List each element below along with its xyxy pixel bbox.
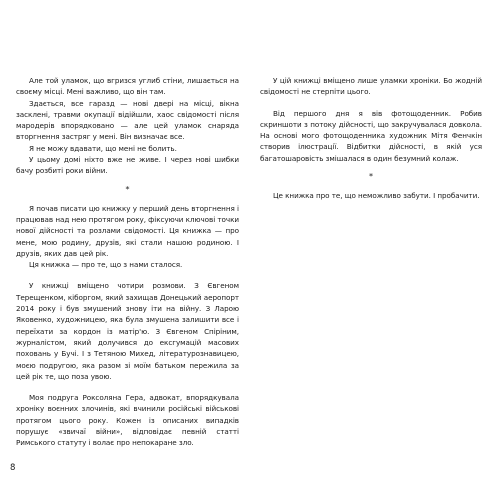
paragraph: Ця книжка — про те, що з нами сталося.	[29, 260, 183, 270]
page-number: 8	[10, 463, 16, 473]
section-separator: *	[125, 184, 130, 194]
left-block-1	[16, 75, 239, 177]
left-page	[16, 75, 239, 449]
left-block-2	[16, 203, 239, 271]
right-block-1	[260, 75, 482, 98]
right-page	[260, 75, 482, 201]
paragraph: Але той уламок, що вгризся углиб стіни, лишається на своєму місці. Мені важливо, що він там.	[16, 76, 239, 97]
right-block-2	[260, 108, 482, 164]
paragraph: Це книжка про те, що неможливо забути. І пробачити.	[273, 191, 480, 201]
section-separator: *	[369, 172, 373, 182]
paragraph: Від першого дня я вів фотощоденник. Робив скриншоти з потоку дійсності, що закручувалася довкола. На основі мого фотощоденника художник Мітя Фенчкін створив ілюстрації. Відбитки дійсності, в якій уся багатошаровість змішалася в один безумний колаж.	[260, 108, 482, 163]
paragraph: Здається, все гаразд — нові двері на місці, вікна засклені, травми окупації відійшли, хаос свідомості після мародерів впорядковано — але цей уламок снаряда вторгнення застряг у мені. Він визначає все.	[16, 98, 239, 142]
paragraph: Я почав писати цю книжку у перший день вторгнення і працював над нею протягом року, фіксуючи ключові точки нової дійсності та розлами свідомості. Ця книжка — про мене, мою родину, друзів, які стали нашою родиною. І друзів, яких дав цей рік.	[16, 203, 239, 258]
left-block-4	[16, 392, 239, 448]
left-block-3	[16, 280, 239, 382]
paragraph: У книжці вміщено чотири розмови. З Євгеном Терещенком, кіборгом, який захищав Донецький аеропорт 2014 року і був змушений знову іти на війну. З Ларою Яковенко, художницею, яка була змушена залишити все і переїхати за кордон із матір'ю. З Євгеном Спіріним, журналістом, який долучився до ексгумацій масових поховань у Бучі. І з Тетяною Миxед, літературознавицею, моєю подругою, яка разом зі моїм батьком пережила за цей рік те, що поза увою.	[16, 281, 239, 381]
paragraph: У цій книжці вміщено лише уламки хроніки. Бо жодній свідомості не стерпіти цього.	[260, 76, 482, 97]
paragraph: У цьому домі ніхто вже не живе. І через нові шибки бачу розбиті роки війни.	[16, 155, 239, 176]
right-block-3	[260, 190, 482, 201]
paragraph: Моя подруга Роксоляна Гера, адвокат, впорядкувала хроніку воєнних злочинів, які вчинили російські військові протягом цього року. Кожен із описаних випадків порушує «звичаї війни», відповідає певній статті Римського статуту і волає про непокаране зло.	[16, 393, 239, 448]
paragraph: Я не можу вдавати, що мені не болить.	[29, 143, 177, 153]
